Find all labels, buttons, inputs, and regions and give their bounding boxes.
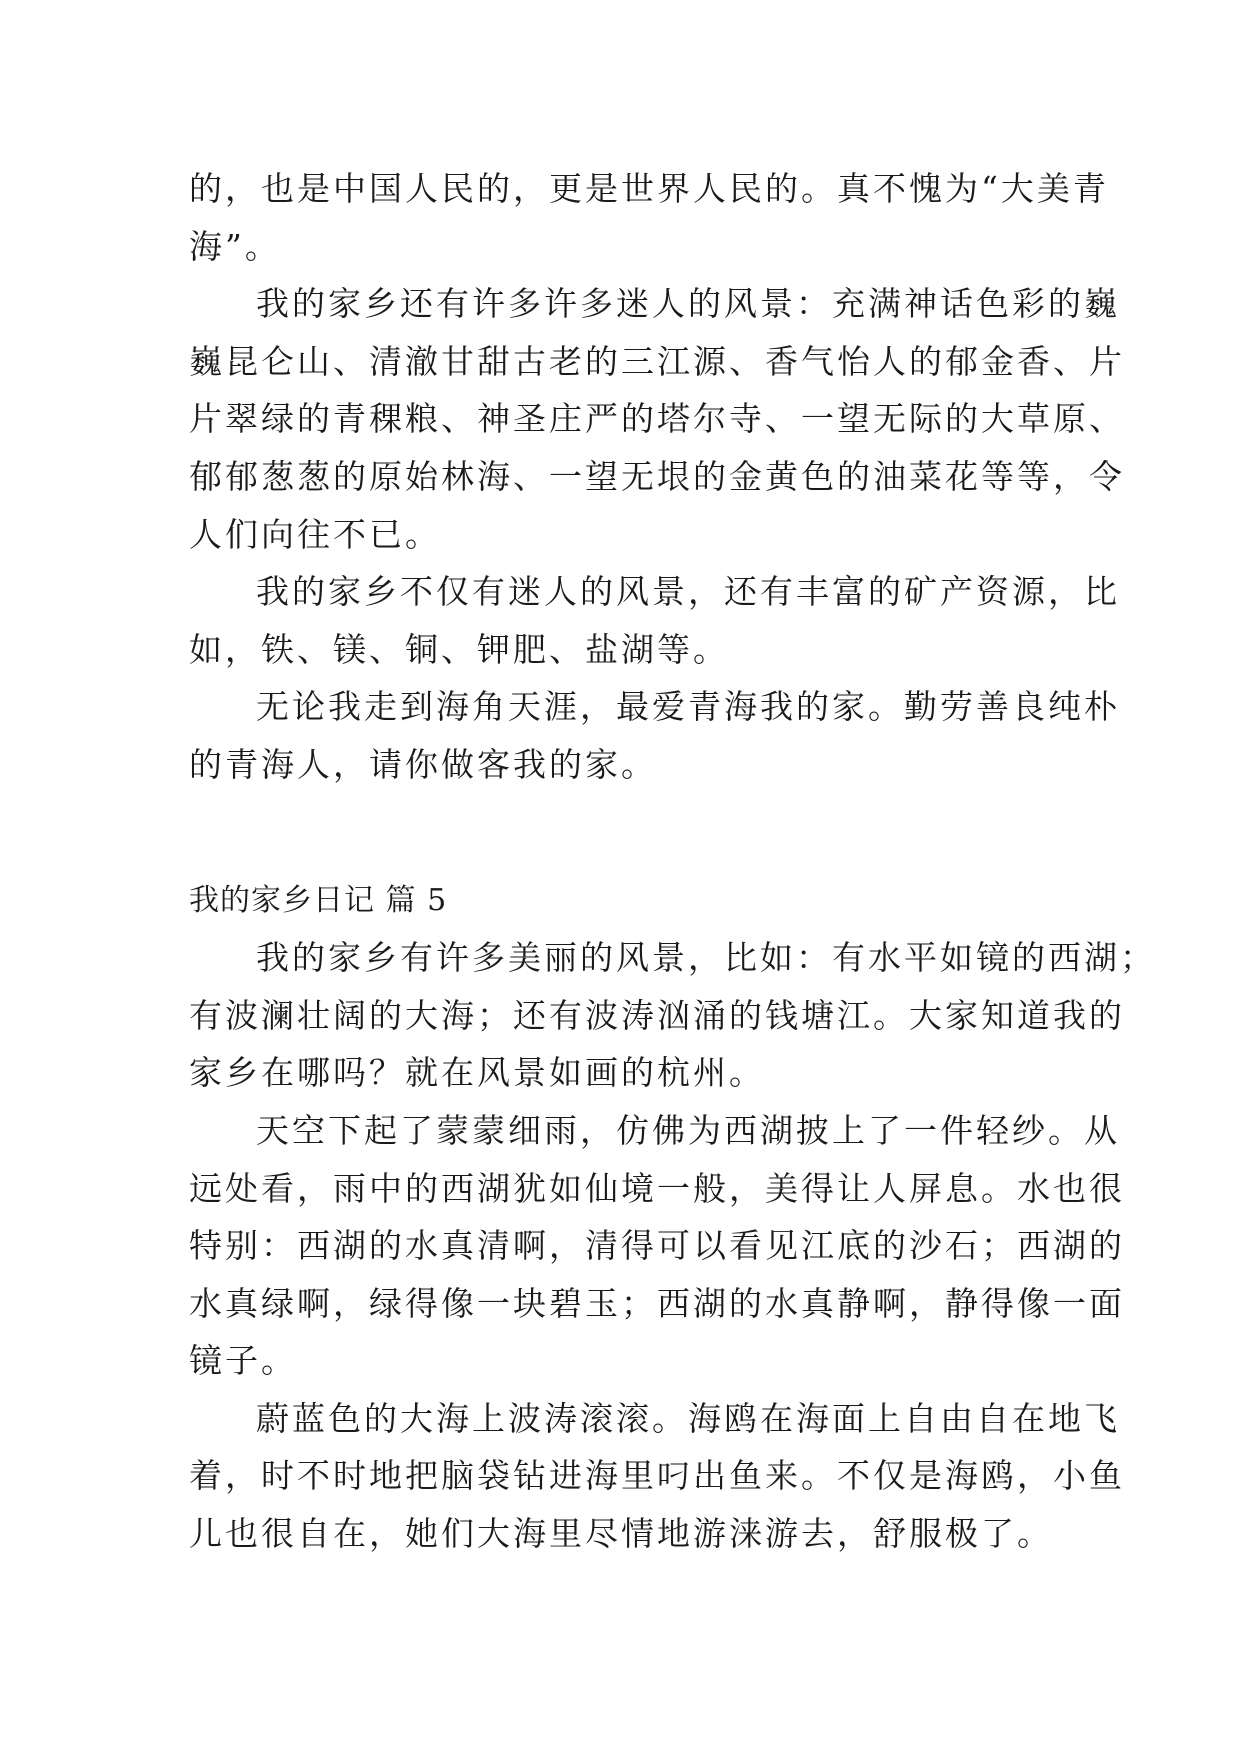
section-title: 我的家乡日记 篇 5 [189,882,448,918]
text-line: 特别：西湖的水真清啊，清得可以看见江底的沙石；西湖的 [189,1226,1125,1266]
section-spacer [189,794,1055,872]
text-line: 远处看，雨中的西湖犹如仙境一般，美得让人屏息。水也很 [189,1168,1125,1208]
text-line: 蔚蓝色的大海上波涛滚滚。海鸥在海面上自由自在地飞 [256,1398,1120,1438]
text-line: 天空下起了蒙蒙细雨，仿佛为西湖披上了一件轻纱。从 [256,1110,1120,1150]
text-line: 我的家乡有许多美丽的风景，比如：有水平如镜的西湖； [256,938,1156,978]
text-line: 如，铁、镁、铜、钾肥、盐湖等。 [189,629,729,669]
text-line: 郁郁葱葱的原始林海、一望无垠的金黄色的油菜花等等，令 [189,456,1125,496]
text-line: 的青海人，请你做客我的家。 [189,744,657,784]
text-line: 人们向往不已。 [189,514,441,554]
paragraph [189,275,1125,563]
paragraph [189,160,1109,275]
text-line: 巍昆仑山、清澈甘甜古老的三江源、香气怡人的郁金香、片 [189,341,1125,381]
text-line: 我的家乡还有许多许多迷人的风景：充满神话色彩的巍 [256,284,1120,324]
paragraph [189,1102,1125,1390]
text-line: 的，也是中国人民的，更是世界人民的。真不愧为“大美青 [189,169,1109,208]
text-line: 无论我走到海角天涯，最爱青海我的家。勤劳善良纯朴 [256,687,1120,727]
text-line: 镜子。 [189,1341,297,1381]
text-line: 有波澜壮阔的大海；还有波涛汹涌的钱塘江。大家知道我的 [189,995,1125,1035]
text-line: 家乡在哪吗？就在风景如画的杭州。 [189,1053,765,1093]
text-line: 儿也很自在，她们大海里尽情地游涞游去，舒服极了。 [189,1514,1053,1554]
paragraph [189,563,1120,678]
text-line: 片翠绿的青稞粮、神圣庄严的塔尔寺、一望无际的大草原、 [189,399,1125,439]
text-line: 我的家乡不仅有迷人的风景，还有丰富的矿产资源，比 [256,572,1120,612]
text-line: 水真绿啊，绿得像一块碧玉；西湖的水真静啊，静得像一面 [189,1283,1125,1323]
text-line: 海”。 [189,226,281,266]
paragraph [189,1390,1125,1563]
paragraph [189,929,1156,1102]
document-page [189,160,1156,1563]
paragraph [189,678,1120,793]
text-line: 着，时不时地把脑袋钻进海里叼出鱼来。不仅是海鸥，小鱼 [189,1456,1125,1496]
